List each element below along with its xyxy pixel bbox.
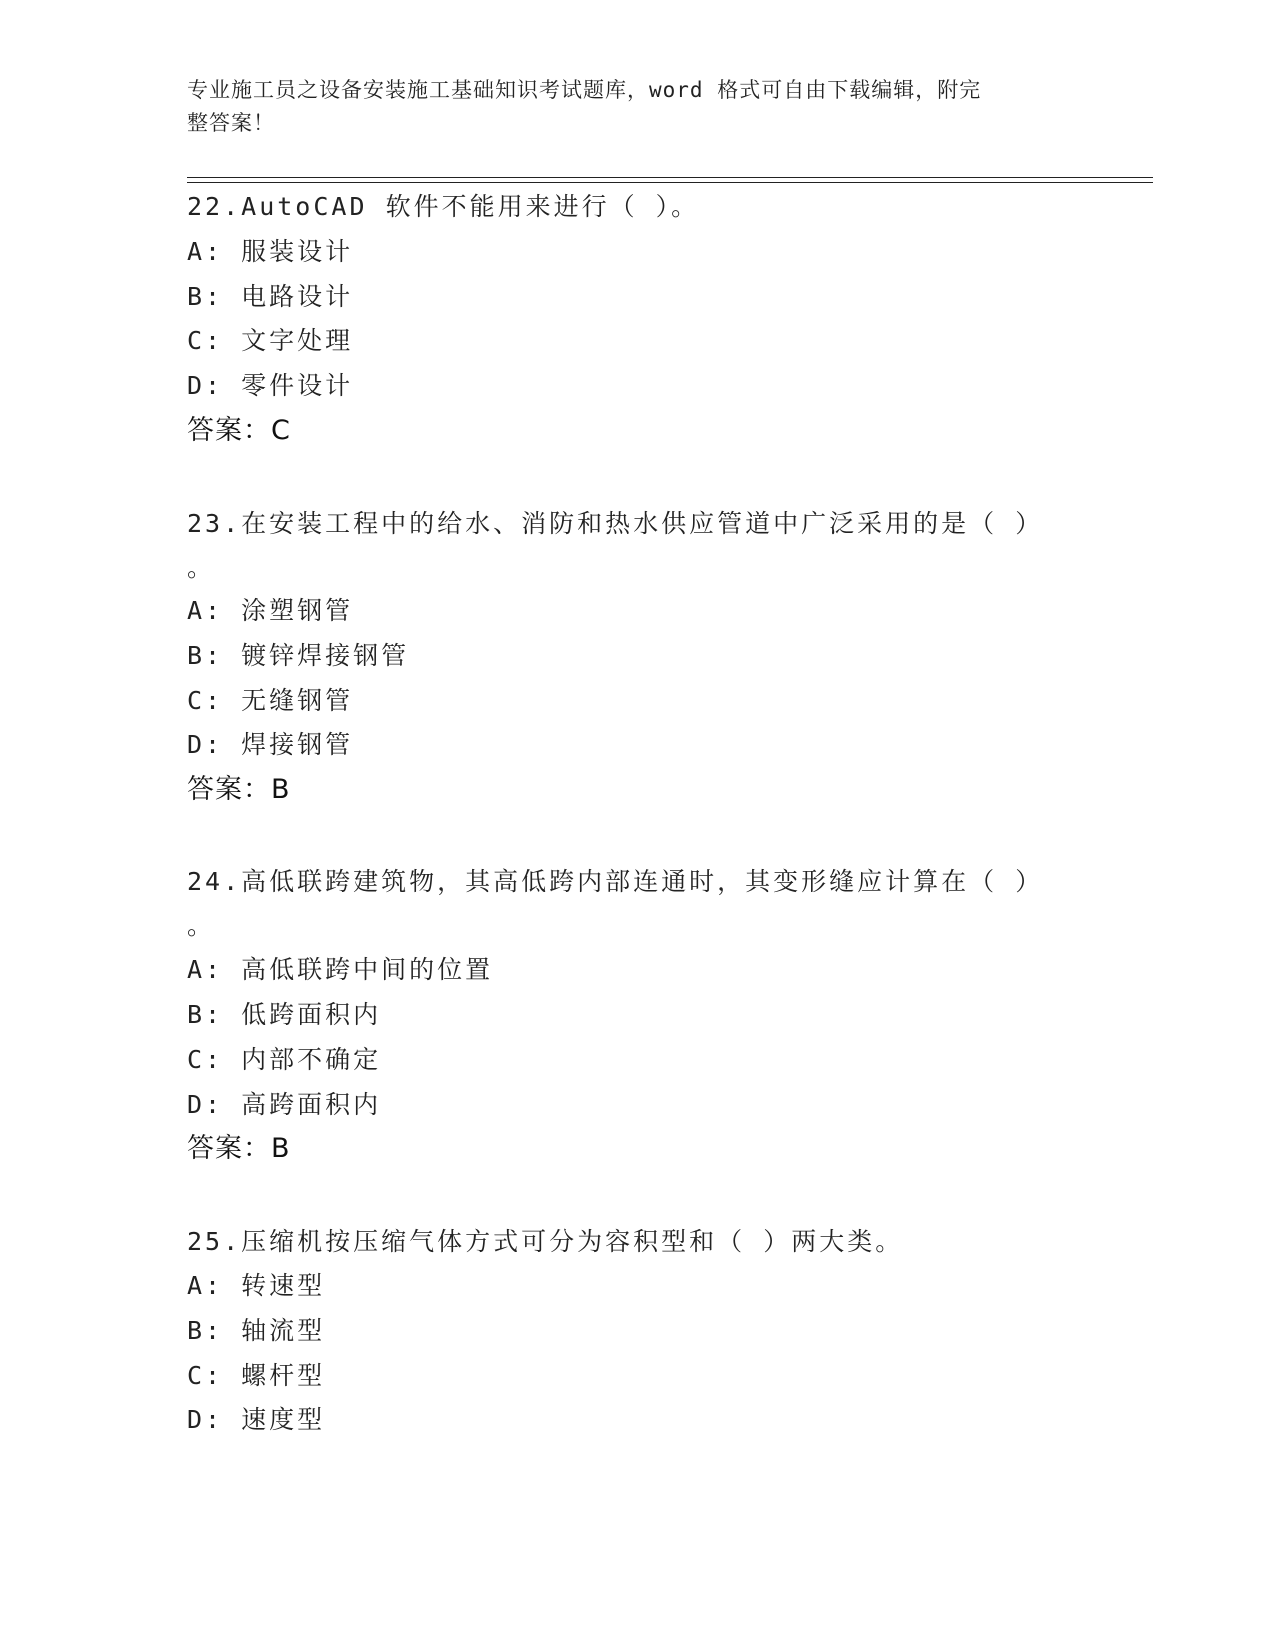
question-25-option-b: B: 轴流型 <box>187 1316 326 1345</box>
question-23-option-b: B: 镀锌焊接钢管 <box>187 641 410 670</box>
question-22-option-b: B: 电路设计 <box>187 282 354 311</box>
question-23-option-a: A: 涂塑钢管 <box>187 596 354 625</box>
question-22-answer: 答案：C <box>187 415 291 446</box>
question-22-option-a: A: 服装设计 <box>187 237 354 266</box>
question-24-answer: 答案：B <box>187 1133 291 1164</box>
question-24-option-c: C: 内部不确定 <box>187 1045 382 1074</box>
question-25-stem: 25.压缩机按压缩气体方式可分为容积型和（ ）两大类。 <box>187 1227 904 1256</box>
question-25-option-a: A: 转速型 <box>187 1271 326 1300</box>
question-22-option-c: C: 文字处理 <box>187 326 354 355</box>
question-22-option-d: D: 零件设计 <box>187 371 354 400</box>
question-25-option-c: C: 螺杆型 <box>187 1361 326 1390</box>
question-23-stem-continuation: 。 <box>187 553 216 582</box>
question-24-stem: 24.高低联跨建筑物，其高低跨内部连通时，其变形缝应计算在（ ） <box>187 867 1044 896</box>
document-header <box>187 74 1067 140</box>
question-24-option-a: A: 高低联跨中间的位置 <box>187 955 494 984</box>
question-24-option-d: D: 高跨面积内 <box>187 1090 382 1119</box>
question-23-option-c: C: 无缝钢管 <box>187 686 354 715</box>
question-25-option-d: D: 速度型 <box>187 1405 326 1434</box>
question-22-stem: 22.AutoCAD 软件不能用来进行（ ）。 <box>187 192 700 221</box>
header-divider-bottom <box>187 182 1153 183</box>
question-23-option-d: D: 焊接钢管 <box>187 730 354 759</box>
header-divider-top <box>187 177 1153 178</box>
question-24-option-b: B: 低跨面积内 <box>187 1000 382 1029</box>
header-line-1: 专业施工员之设备安装施工基础知识考试题库，word 格式可自由下载编辑，附完 <box>187 78 982 102</box>
header-line-2: 整答案！ <box>187 111 275 135</box>
question-23-stem: 23.在安装工程中的给水、消防和热水供应管道中广泛采用的是（ ） <box>187 509 1044 538</box>
question-24-stem-continuation: 。 <box>187 911 216 940</box>
question-23-answer: 答案：B <box>187 774 291 805</box>
